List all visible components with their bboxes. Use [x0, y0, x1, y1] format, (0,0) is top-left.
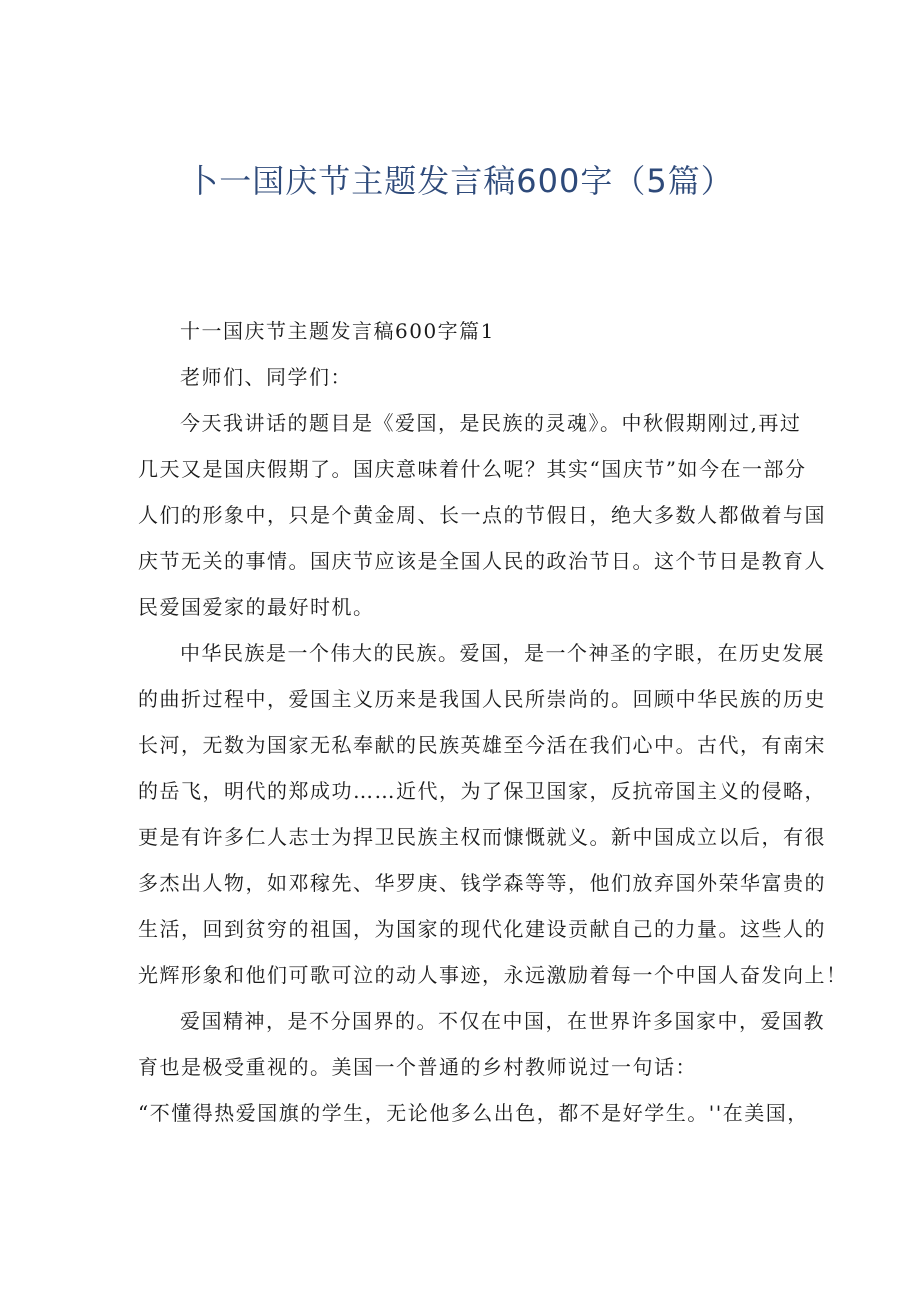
paragraph-line: 的曲折过程中，爱国主义历来是我国人民所崇尚的。回顾中华民族的历史	[138, 687, 826, 711]
paragraph-line: 更是有许多仁人志士为捍卫民族主权而慷慨就义。新中国成立以后，有很	[138, 825, 826, 849]
salutation: 老师们、同学们：	[180, 365, 352, 389]
paragraph-line: “不懂得热爱国旗的学生，无论他多么出色，都不是好学生。''在美国，	[138, 1101, 809, 1125]
paragraph-line: 光辉形象和他们可歌可泣的动人事迹，永远激励着每一个中国人奋发向上！	[138, 963, 848, 987]
document-body	[138, 308, 848, 1136]
paragraph-line: 中华民族是一个伟大的民族。爱国，是一个神圣的字眼，在历史发展	[180, 641, 825, 665]
section-heading: 十一国庆节主题发言稿600字篇1	[180, 319, 495, 343]
paragraph-line: 育也是极受重视的。美国一个普通的乡村教师说过一句话：	[138, 1055, 697, 1079]
paragraph-line: 长河，无数为国家无私奉献的民族英雄至今活在我们心中。古代，有南宋	[138, 733, 826, 757]
paragraph-line: 生活，回到贫穷的祖国，为国家的现代化建设贡献自己的力量。这些人的	[138, 917, 826, 941]
paragraph-line: 的岳飞，明代的郑成功……近代，为了保卫国家，反抗帝国主义的侵略，	[138, 779, 826, 803]
paragraph-line: 人们的形象中，只是个黄金周、长一点的节假日，绝大多数人都做着与国	[138, 503, 826, 527]
paragraph-line: 今天我讲话的题目是《爱国，是民族的灵魂》。中秋假期刚过,再过	[180, 411, 802, 435]
paragraph-line: 几天又是国庆假期了。国庆意味着什么呢？其实“国庆节”如今在一部分	[138, 457, 807, 481]
document-title: 卜一国庆节主题发言稿600字（5篇）	[186, 162, 734, 200]
paragraph-line: 庆节无关的事情。国庆节应该是全国人民的政治节日。这个节日是教育人	[138, 549, 826, 573]
paragraph-line: 民爱国爱家的最好时机。	[138, 595, 375, 619]
paragraph-line: 多杰出人物，如邓稼先、华罗庚、钱学森等等，他们放弃国外荣华富贵的	[138, 871, 826, 895]
paragraph-line: 爱国精神，是不分国界的。不仅在中国，在世界许多国家中，爱国教	[180, 1009, 825, 1033]
